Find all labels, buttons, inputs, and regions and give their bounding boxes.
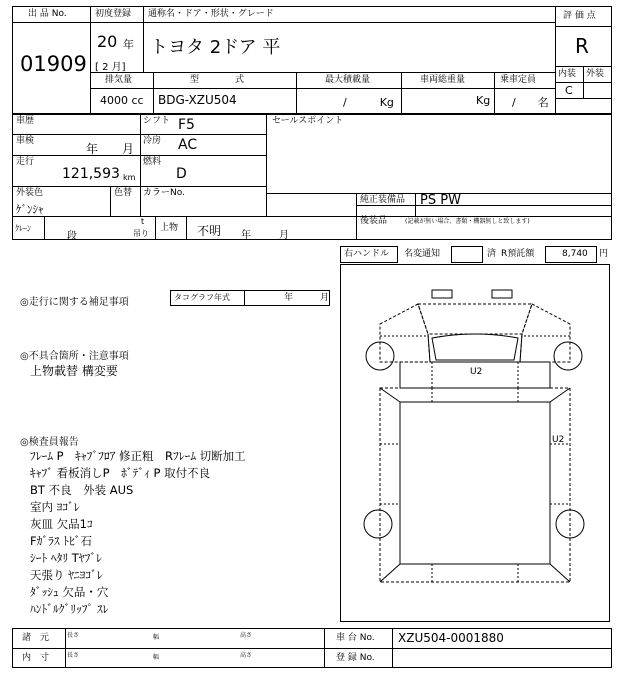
defect-line: 上物載替 構変要 [30,364,118,378]
cooler-value: AC [178,137,198,153]
aftermarket-note: (記載が無い場合、書類・機器無しと致します) [405,218,530,225]
equipment-label: 純正装備品 [360,195,406,205]
mileage-unit: km [123,173,136,182]
interior-label: 内装 [558,69,577,79]
inspector-line: ｼｰﾄ ﾍﾀﾘ Tﾔﾌﾞﾚ [30,551,102,565]
capacity-value: / 名 [512,96,549,109]
interior-dims-label: 内 寸 [22,653,50,663]
inspector-title: ◎検査員報告 [20,437,79,448]
inspector-line: BT 不良 外装 AUS [30,483,134,497]
cab-roof-outline [418,304,532,334]
shift-label: シフト [143,116,171,126]
car-name: トヨタ 2ドア 平 [150,37,281,58]
width-label: 幅 [153,634,160,641]
chassis-value: XZU504-0001880 [398,631,504,645]
cooler-label: 冷房 [143,136,162,146]
bed-outline [380,388,570,582]
fuel-value: D [176,166,187,182]
reg-year: 20 [97,32,118,51]
mileage-value: 121,593 [62,166,120,182]
crane-label: ｸﾚｰﾝ [15,224,31,233]
body-label: 上物 [160,223,179,233]
damage-mark: U2 [552,435,565,445]
inspection-label: 車検 [16,136,35,146]
sales-point-label: セールスポイント [272,116,344,126]
height-label: 高さ [240,632,253,639]
model-label: 型 式 [190,75,245,85]
interior-grade: C [565,84,573,97]
reg-year-unit: 年 [123,38,134,51]
body-month: 月 [279,230,289,241]
reg-no-label: 登 録 No. [336,653,375,663]
inspector-line: 灰皿 欠品1ｺ [30,517,93,531]
inspector-line: ﾊﾝﾄﾞﾙｸﾞﾘｯﾌﾟ ｽﾚ [30,602,109,616]
name-change-box [451,246,483,263]
ext-color-label: 外装色 [16,188,44,198]
recycle-amount: 8,740 [562,249,588,259]
rating-label: 評 価 点 [563,11,596,21]
inspection-value: 年 月 [86,142,135,156]
inspector-list [30,448,246,618]
aftermarket-label: 後装品 [360,216,388,226]
name-label: 通称名・ドア・形状・グレード [148,9,274,19]
model-value: BDG-XZU504 [158,93,237,107]
crane-t: t [141,217,145,226]
truck-diagram [340,264,610,622]
handle-text: 右ハンドル [344,249,390,259]
front-left-wheel-icon [366,342,394,370]
fuel-label: 燃料 [143,157,162,167]
inspector-line: 天張り ﾔﾆﾖｺﾞﾚ [30,568,103,582]
inspector-line: 室内 ﾖｺﾞﾚ [30,500,80,514]
inspector-line: ﾀﾞｯｼｭ 欠品・穴 [30,585,109,599]
max-load-value: / Kg [343,96,394,109]
chassis-label: 車 台 No. [336,633,375,643]
length-label: 長さ [67,632,80,639]
windshield-outline [432,334,518,360]
tachograph-value: 年 月 [284,293,330,303]
gross-weight-value: Kg [476,94,491,107]
color-change-label: 色替 [114,188,133,198]
inspector-line: Fｶﾞﾗｽ ﾄﾋﾞ石 [30,534,93,548]
displacement-value: 4000 cc [100,94,144,107]
lot-no-label: 出 品 No. [28,9,67,19]
history-label: 車歴 [16,116,35,126]
yen-label: 円 [599,249,609,259]
recycle-label: R預託額 [501,249,535,259]
width-label-2: 幅 [153,654,160,661]
recycle-prefix: 済 [487,249,497,259]
crane-hook: 吊り [133,229,149,238]
body-year: 年 [241,230,251,241]
first-reg-label: 初度登録 [95,9,132,19]
exterior-label: 外装 [586,69,605,79]
capacity-label: 乗車定員 [500,75,537,85]
name-change-label: 名変通知 [404,249,441,259]
inspector-line: ｷｬﾌﾞ 看板消しP ﾎﾞﾃﾞｨ P 取付不良 [30,466,211,480]
damage-mark: U2 [470,367,483,377]
crane-stage: 段 [67,231,77,242]
running-title: ◎走行に関する補足事項 [20,297,129,308]
height-label-2: 高さ [240,652,253,659]
equipment-value: PS PW [420,193,461,208]
mirror-right-icon [492,290,512,298]
tachograph-label: タコグラフ年式 [174,293,230,302]
rating-value: R [575,34,589,58]
lot-no: 01909 [20,52,87,76]
ext-color-value: ｹﾞﾝｼｬ [16,203,44,216]
front-right-wheel-icon [554,342,582,370]
inspector-line: ﾌﾚｰﾑ P ｷｬﾌﾞﾌﾛｱ 修正粗 Rﾌﾚｰﾑ 切断加工 [30,449,246,463]
shift-value: F5 [178,117,195,133]
body-value: 不明 [197,224,222,238]
gross-weight-label: 車両総重量 [420,75,466,85]
max-load-label: 最大積載量 [325,75,371,85]
rear-left-wheel-icon [364,510,392,538]
length-label-2: 長さ [67,652,80,659]
displacement-label: 排気量 [105,75,133,85]
defects-title: ◎不具合箇所・注意事項 [20,351,129,362]
mirror-left-icon [432,290,452,298]
dims-label: 諸 元 [22,633,50,643]
reg-month: [ 2 月] [95,62,126,73]
mileage-label: 走行 [16,157,35,167]
color-code-label: カラーNo. [143,188,185,198]
